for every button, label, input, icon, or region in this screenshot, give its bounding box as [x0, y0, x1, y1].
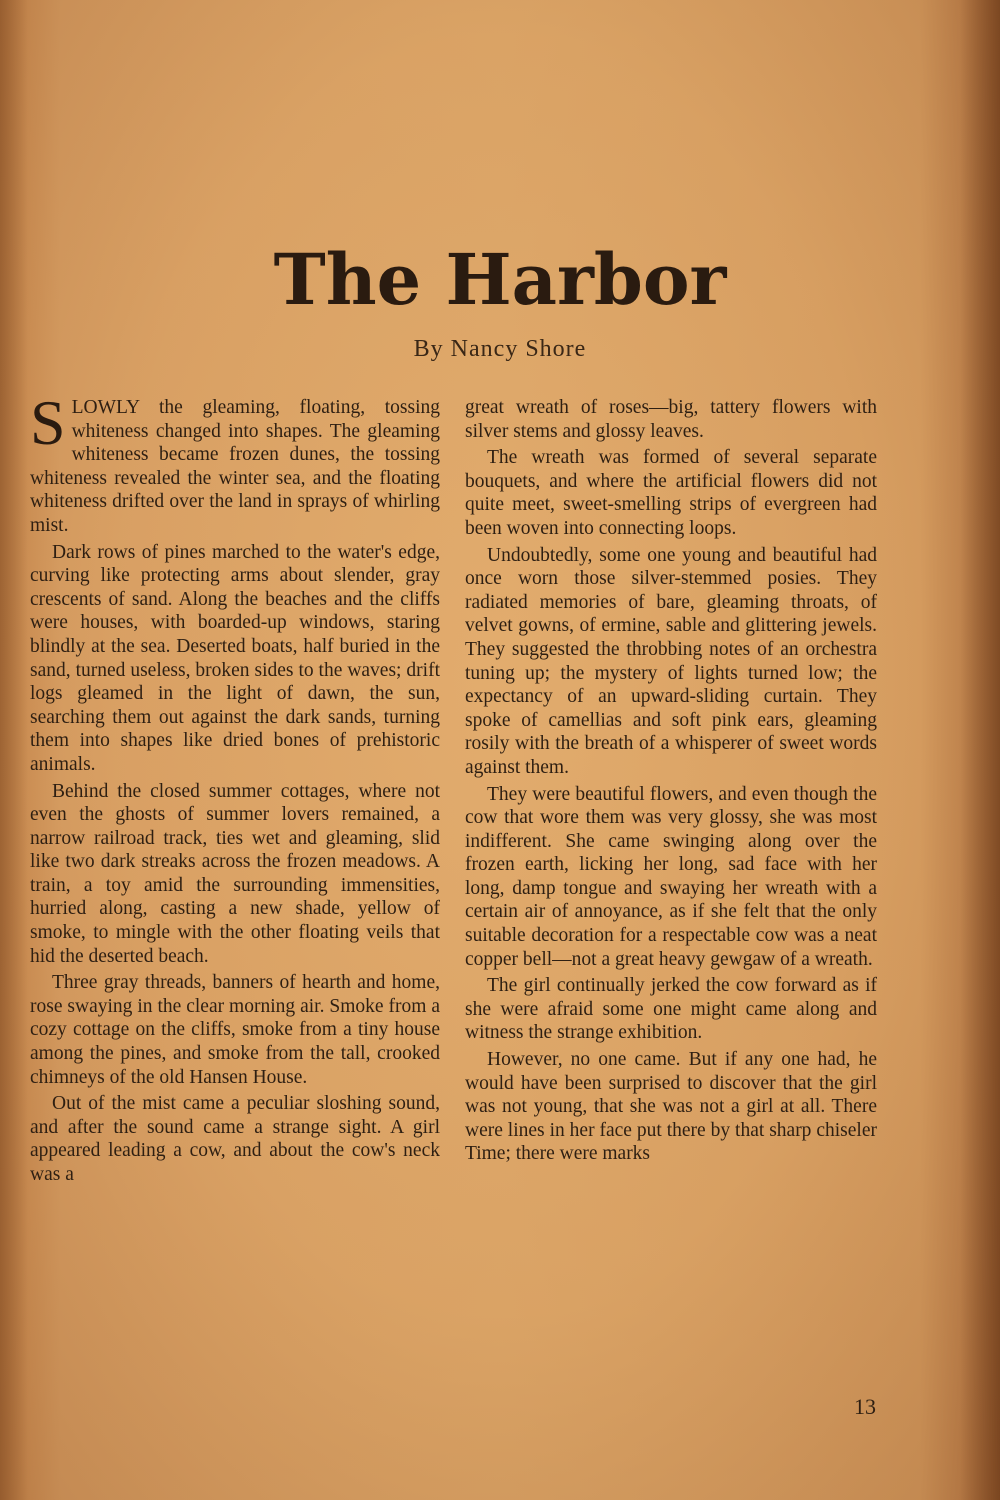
paragraph-opening — [30, 387, 440, 538]
paragraph-continuation: great wreath of roses—big, tattery flowers with silver stems and glossy leaves. — [465, 397, 877, 442]
right-column — [465, 396, 877, 1169]
drop-cap: S — [30, 387, 66, 458]
page-edge-shadow-right — [960, 0, 1000, 1500]
paragraph: Behind the closed summer cottages, where not even the ghosts of summer lovers remained, a narrow railroad track, ties wet and gleaming, slid like two dark streaks across the frozen meadows. A train, a toy amid the surrounding immensities, hurried along, casting a new shade, yellow of smoke, to mingle with the other floating veils that hid the deserted beach. — [30, 780, 440, 967]
paragraph: Out of the mist came a peculiar sloshing sound, and after the sound came a strange sight. A girl appeared leading a cow, and about the cow's neck was a — [30, 1093, 440, 1185]
paragraph: However, no one came. But if any one had, he would have been surprised to discover that the girl was not young, that she was not a girl at all. There were lines in her face put there by that sharp chiseler Time; there were marks — [465, 1049, 877, 1165]
article-title: The Harbor — [273, 238, 727, 321]
paragraph: Undoubtedly, some one young and beautiful had once worn those silver-stemmed posies. They radiated memories of bare, gleaming throats, of velvet gowns, of ermine, sable and glittering jewels. They suggested the throbbing notes of an orchestra tuning up; the mystery of lights turned low; the expectancy of an upward-sliding curtain. They spoke of camellias and soft pink ears, gleaming rosily with the breath of a whisperer of sweet words against them. — [465, 544, 877, 778]
left-column — [30, 387, 440, 1190]
paragraph: The wreath was formed of several separate bouquets, and where the artificial flowers did not quite meet, sweet-smelling strips of evergreen had been woven into connecting loops. — [465, 447, 877, 539]
opening-text: LOWLY the gleaming, floating, tossing whiteness changed into shapes. The gleaming whiteness became frozen dunes, the tossing whiteness revealed the winter sea, and the floating whiteness drifted over the land in sprays of whirling mist. — [30, 397, 440, 536]
paragraph: They were beautiful flowers, and even though the cow that wore them was very glossy, she was most indifferent. She came swinging along over the frozen earth, licking her long, sad face with her long, damp tongue and swaying her wreath with a certain air of annoyance, as if she felt that the only suitable decoration for a respectable cow was a neat copper bell—not a great heavy gewgaw of a wreath. — [465, 783, 877, 970]
article-byline: By Nancy Shore — [413, 336, 587, 362]
page-number: 13 — [854, 1394, 876, 1419]
paragraph: Dark rows of pines marched to the water's edge, curving like protecting arms about slender, gray crescents of sand. Along the beaches and the cliffs were houses, with boarded-up windows, staring blindly at the sea. Deserted boats, half buried in the sand, turned useless, broken sides to the waves; drift logs gleamed in the light of dawn, the sun, searching them out against the dark sands, turning them into shapes like dried bones of prehistoric animals. — [30, 541, 440, 775]
paragraph: Three gray threads, banners of hearth and home, rose swaying in the clear morning air. Smoke from a cozy cottage on the cliffs, smoke from a tiny house among the pines, and smoke from the tall, crooked chimneys of the old Hansen House. — [30, 972, 440, 1088]
page-edge-shadow-left — [0, 0, 28, 1500]
paragraph: The girl continually jerked the cow forward as if she were afraid some one might came along and witness the strange exhibition. — [465, 975, 877, 1044]
